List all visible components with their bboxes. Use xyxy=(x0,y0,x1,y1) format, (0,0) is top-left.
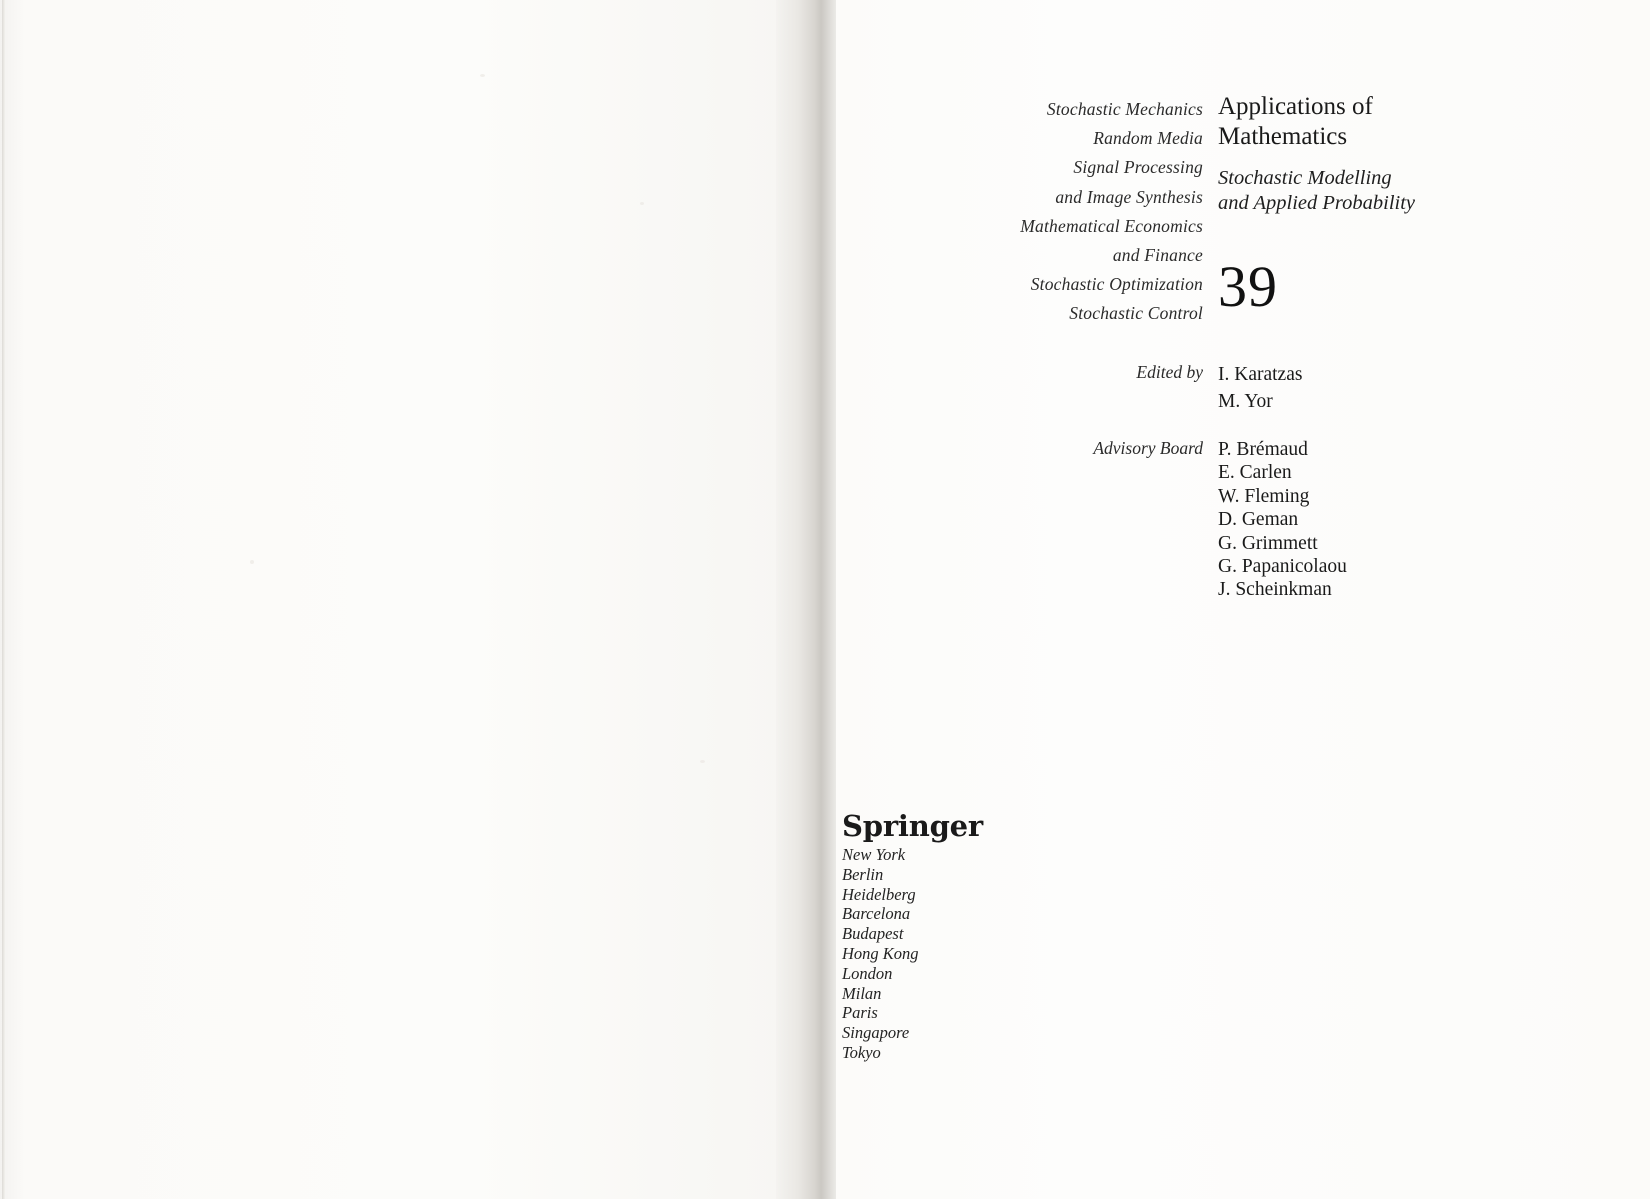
advisory-board-label: Advisory Board xyxy=(1093,438,1203,458)
series-topic-item: and Image Synthesis xyxy=(1055,186,1203,207)
publisher-cities-list xyxy=(842,845,1142,1063)
series-topic-item: Stochastic Control xyxy=(1069,303,1203,324)
advisory-board-member: G. Grimmett xyxy=(1218,532,1318,554)
series-topic-item: and Finance xyxy=(1112,245,1203,266)
page-edge-shadow xyxy=(2,0,5,1199)
advisory-board-member: J. Scheinkman xyxy=(1218,579,1332,601)
publisher-city: Paris xyxy=(842,1003,878,1023)
series-topic-item: Signal Processing xyxy=(1073,157,1203,178)
series-topic-item: Stochastic Mechanics xyxy=(1046,99,1203,119)
advisory-board-member: D. Geman xyxy=(1218,509,1299,531)
paper-speck xyxy=(700,760,705,763)
publisher-city: Milan xyxy=(842,983,882,1003)
publisher-city: Singapore xyxy=(842,1023,910,1043)
publisher-city: Tokyo xyxy=(842,1042,881,1062)
volume-number: 39 xyxy=(1218,254,1278,319)
paper-speck xyxy=(250,560,254,564)
publisher-block xyxy=(842,810,1142,1063)
series-title-line-1: Applications of xyxy=(1218,93,1373,120)
editor-name: I. Karatzas xyxy=(1218,364,1303,385)
series-topic-item: Mathematical Economics xyxy=(1020,215,1203,236)
advisory-board-member: W. Fleming xyxy=(1218,485,1310,507)
publisher-name: Springer xyxy=(842,809,984,843)
edited-by-label: Edited by xyxy=(1136,362,1203,382)
publisher-city: Budapest xyxy=(842,924,904,944)
series-topic-item: Stochastic Optimization xyxy=(1030,274,1203,295)
publisher-city: Berlin xyxy=(842,864,884,884)
series-title-block xyxy=(1218,92,1618,216)
publisher-city: Barcelona xyxy=(842,904,911,924)
advisory-board-list xyxy=(1218,438,1347,602)
editor-name: M. Yor xyxy=(1218,391,1273,412)
book-gutter xyxy=(776,0,838,1199)
publisher-city: London xyxy=(842,963,893,983)
advisory-board-member: E. Carlen xyxy=(1218,462,1292,484)
advisory-board-member: G. Papanicolaou xyxy=(1218,556,1347,578)
series-subtitle xyxy=(1218,166,1618,216)
series-topic-item: Random Media xyxy=(1093,128,1203,149)
series-subtitle-line-2: and Applied Probability xyxy=(1218,192,1416,214)
publisher-city: Heidelberg xyxy=(842,884,916,904)
series-subtitle-line-1: Stochastic Modelling xyxy=(1218,167,1392,189)
publisher-city: Hong Kong xyxy=(842,943,919,963)
right-title-page xyxy=(836,0,1650,1199)
publisher-city: New York xyxy=(842,845,906,864)
paper-speck xyxy=(640,202,644,205)
series-topics-list xyxy=(836,95,1203,329)
paper-speck xyxy=(480,74,485,77)
advisory-board-member: P. Brémaud xyxy=(1218,439,1308,460)
editors-list xyxy=(1218,361,1302,415)
series-title-line-2: Mathematics xyxy=(1218,123,1348,150)
